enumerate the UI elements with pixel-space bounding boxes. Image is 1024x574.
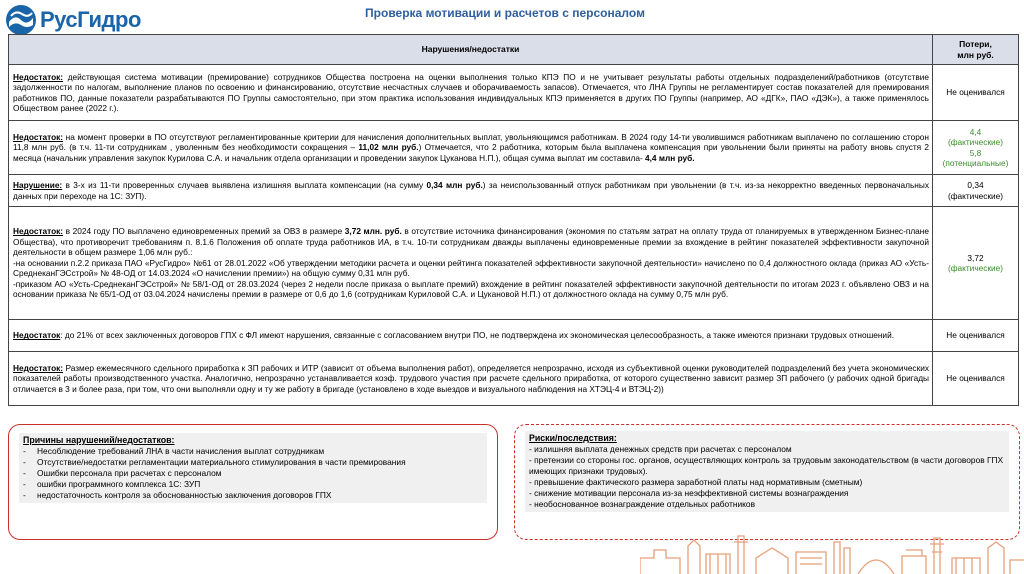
list-item: - излишняя выплата денежных средств при расчетах с персоналом (529, 444, 792, 454)
list-item: - претензии со стороны гос. органов, осуществляющих контроль за трудовым законодательством (в части договоров ГПХ имеющих признаки трудовых). (529, 455, 1004, 476)
risks-title: Риски/последствия: (529, 433, 617, 443)
loss-value: Не оценивался (933, 320, 1019, 352)
issue-amount: 3,72 млн. руб. (344, 226, 402, 237)
loss-actual-value: 4,4 (969, 126, 982, 137)
loss-potential-note: (потенциальные) (942, 158, 1009, 168)
list-item: - недостаточность контроля за обоснованностью заключения договоров ГПХ (23, 490, 332, 500)
issue-description (9, 121, 933, 175)
issue-label: Недостаток: (13, 226, 64, 237)
table-row (9, 65, 1019, 121)
issue-text: ) Отмечается, что 2 работника, которым была выплачена компенсация при увольнении были приняты на работу вновь спустя 2 месяца (начальник управления закупок Курилова С.А. и начальник отдела организации и проведении закупок Цуканова Н.П.), общая сумма выплат им составила- (13, 142, 930, 163)
loss-actual-note: (фактические) (947, 137, 1004, 147)
issue-subpoint: -приказом АО «Усть-СреднеканГЭСстрой» № 58/1-ОД от 28.03.2024 (через 2 недели после приказа о выплате премий) вхождение в рейтинг показателей эффективности закупочной деятельности по итогам 2023 г. объявлено ОВЗ и на основании приказа № 65/1-ОД от 03.04.2024 начислены премии в размере от 0,6 до 1,6 (сотрудникам Куриловой С.А. и Цукановой Н.П.) от должностного оклада на сумму 0,75 млн руб. (13, 278, 929, 300)
risks-list (529, 444, 1005, 510)
issue-subpoint: -на основании п.2.2 приказа ПАО «РусГидро» №61 от 28.01.2022 «Об утверждении методики расчета и оценки рейтинга показателей эффективности закупочной деятельности» начислено по 0,4 должностного оклада (приказ АО «Усть-СреднеканГЭСстрой» № 48-ОД от 14.03.2024 «О начислении премии») на общую сумму 0,31 млн руб. (13, 257, 929, 279)
header-losses (933, 35, 1019, 65)
causes-title: Причины нарушений/недостатков: (23, 435, 175, 445)
list-item: - необоснованное вознаграждение отдельных работников (529, 499, 756, 509)
issue-text: действующая система мотивации (премирование) сотрудников Общества построена на оценки выполнения только КПЭ ПО и не учитывает результаты работы отдельных подразделений/работников (отсутствие задолженности по налогам, выполнение планов по освоению и финансированию, отсутствие несчастных случаев и оборачиваемость запасов). Отмечается, что ЛНА Группы не регламентирует состав показателей для премирования работников ПО, данные показатели разрабатываются ПО Группы самостоятельно, при этом практика использования индивидуальных КПЭ применяется в других ПО Группы (например, АО «ДГК», ПАО «ДЭК»), а также применялось Обществом ранее (2022 г.). (13, 71, 929, 113)
brand-logo (4, 2, 141, 38)
issue-text: ) за неиспользованный отпуск работникам при увольнении (в т.ч. из-за некорректно введенных первоначальных данных при переходе на 1С: ЗУП). (13, 180, 929, 201)
issue-text: в 2024 году ПО выплачено единовременных премий за ОВЗ в размере (63, 226, 345, 237)
issue-label: Нарушение: (13, 180, 63, 190)
causes-content (19, 433, 487, 503)
causes-list (23, 446, 483, 501)
issues-table (8, 34, 1019, 406)
issue-amount: 0,34 млн руб. (426, 180, 483, 190)
hydro-skyline-decor (640, 528, 1024, 574)
issue-description (9, 320, 933, 352)
issue-text: на момент проверки в ПО отсутствуют регламентированные критерии для начисления дополнительных выплат, увольняющимся работникам. В 2024 году 14-ти уволившимся работникам выплачено по соглашению сторон 11,8 млн руб. (в т.ч. 11-ти сотрудникам , уволенным без необходимости сокращения – (13, 131, 929, 153)
loss-actual-note: (фактические) (947, 190, 1004, 201)
header-losses-line1: Потери, (959, 38, 992, 49)
list-item: - Ошибки персонала при расчетах с персоналом (23, 468, 222, 478)
loss-value (933, 121, 1019, 175)
loss-value: Не оценивался (933, 65, 1019, 121)
loss-value (933, 175, 1019, 207)
issue-text: в 3-х из 11-ти проверенных случаев выявлена излишняя выплата компенсации (на сумму (62, 180, 427, 190)
list-item: - ошибки программного комплекса 1С: ЗУП (23, 479, 201, 489)
loss-potential-value: 5,8 (969, 147, 982, 158)
table-row (9, 352, 1019, 406)
loss-actual-note: (фактические) (947, 263, 1004, 273)
header-issues: Нарушения/недостатки (9, 35, 933, 65)
table-row (9, 207, 1019, 320)
list-item: - превышение фактического размера заработной платы над нормативным (сметным) (529, 477, 863, 487)
loss-value: Не оценивался (933, 352, 1019, 406)
issue-label: Недостаток: (13, 362, 64, 373)
issue-text: : до 21% от всех заключенных договоров ГПХ с ФЛ имеют нарушения, связанные с согласованием внутри ПО, не подтверждена их экономическая целесообразность, а также имеются признаки трудовых отношений. (60, 330, 895, 341)
risks-content (525, 431, 1009, 512)
list-item: - Несоблюдение требований ЛНА в части начисления выплат сотрудникам (23, 446, 325, 456)
issue-label: Недостаток (13, 330, 61, 341)
brand-name: РусГидро (40, 7, 141, 32)
issue-description (9, 65, 933, 121)
loss-value (933, 207, 1019, 320)
issue-label: Недостаток: (13, 71, 64, 82)
issue-amount: 4,4 млн руб. (645, 152, 695, 163)
issue-text: Размер ежемесячного сдельного приработка к ЗП рабочих и ИТР (зависит от объема выполнения работ), определяется непрозрачно, исходя из субъективной оценки руководителей подразделений без учета экономических показателей работы производственного участка. Аналогично, непрозрачно устанавливается коэф. трудового участия при расчете сдельного приработка, от которого существенно зависит размер ЗП рабочего (у рабочих одной бригады отличается в 3 и более раза, при том, что они выполняли одну и ту же работу в бригаде (установлено в ходе выездов и визуального наблюдения на ХТЭЦ-4 и ВТЭЦ-2)) (13, 362, 929, 394)
page-title: Проверка мотивации и расчетов с персоналом (365, 6, 645, 20)
issue-amount: 11,02 млн руб. (358, 142, 419, 153)
issue-description (9, 175, 933, 207)
rushydro-logo-icon (4, 3, 38, 37)
issue-label: Недостаток: (13, 131, 64, 142)
table-header-row (9, 35, 1019, 65)
list-item: - Отсутствие/недостатки регламентации материального стимулирования в части премирования (23, 457, 406, 467)
table-row (9, 320, 1019, 352)
issue-description (9, 207, 933, 320)
header-losses-line2: млн руб. (957, 49, 994, 60)
issue-description (9, 352, 933, 406)
loss-actual-value: 3,72 (967, 252, 984, 263)
list-item: - снижение мотивации персонала из-за неэффективной системы вознаграждения (529, 488, 849, 498)
causes-panel (8, 424, 498, 540)
table-row (9, 121, 1019, 175)
loss-actual-value: 0,34 (967, 180, 984, 190)
issue-text: в отсутствие источника финансирования (экономия по статьям затрат на оплату труда от планируемых в утвержденном Бизнес-плане Общества), что противоречит требованиям п. 8.1.6 Положения об оплате труда работников ИА, в т.ч. 10-ти сотрудникам дважды выплачены единовременные премии за вхождение в рейтинг показателей эффективности закупочной деятельности в общем размере 1,06 млн руб.: (13, 226, 929, 258)
table-row (9, 175, 1019, 207)
risks-panel (514, 424, 1020, 540)
